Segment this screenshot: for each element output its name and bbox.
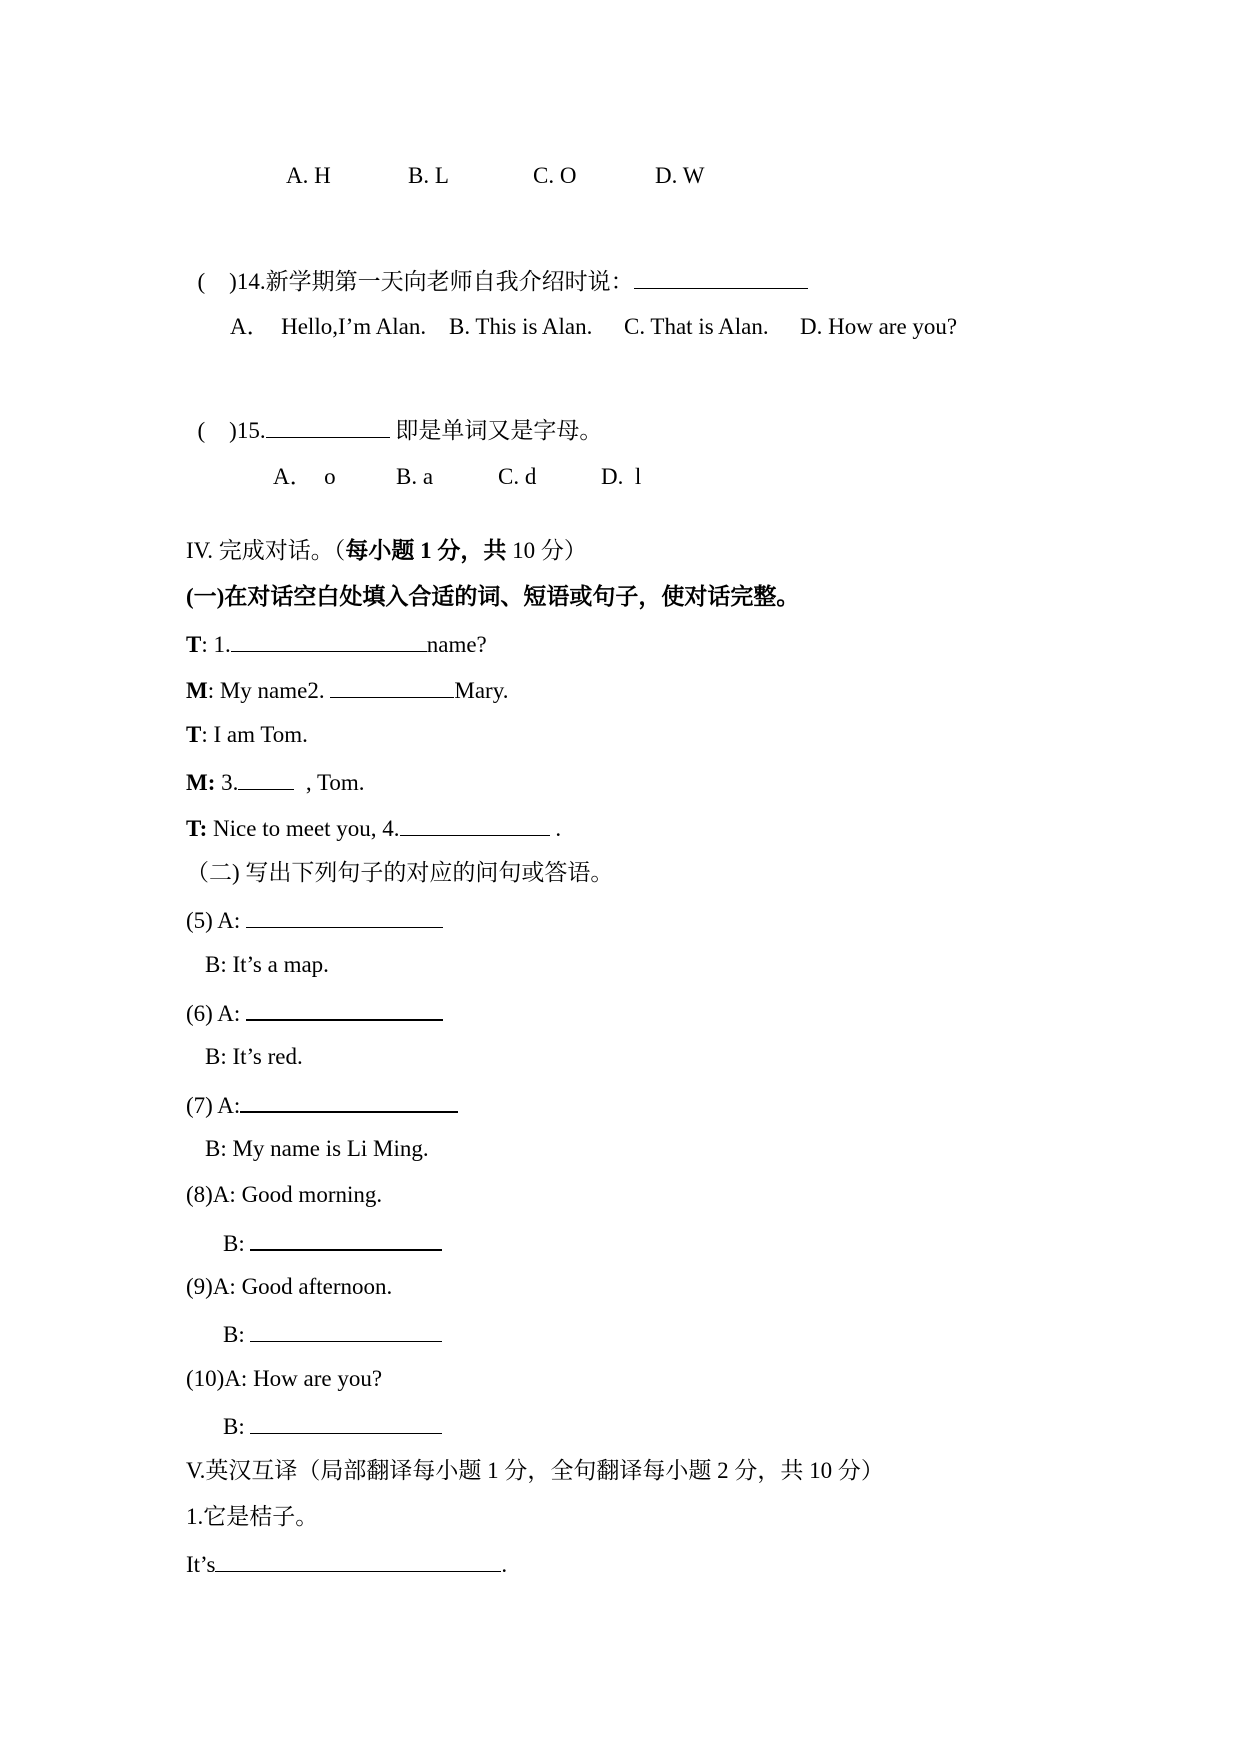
q15-option-c: C. d <box>498 464 537 489</box>
qa-8-answer: B: <box>223 1227 442 1258</box>
q14-option-d: D. How are you? <box>800 314 958 339</box>
question-stem: 新学期第一天向老师自我介绍时说： <box>265 269 634 294</box>
section-4-title: IV. 完成对话。（每小题 1 分，共 10 分） <box>186 538 587 563</box>
q14-option-c: C. That is Alan. <box>624 314 769 339</box>
answer-blank[interactable] <box>250 1411 442 1434</box>
section-4-part-1-instruction: (一)在对话空白处填入合适的词、短语或句子，使对话完整。 <box>186 584 800 609</box>
answer-blank[interactable] <box>231 629 427 652</box>
qa-10-answer: B: <box>223 1411 442 1441</box>
qa-7-answer: B: My name is Li Ming. <box>205 1136 429 1161</box>
dialog-line-3: T: I am Tom. <box>186 722 308 747</box>
dialog-line-1: T: 1. name? <box>186 629 487 659</box>
answer-blank[interactable] <box>634 266 808 289</box>
qa-10-question: (10)A: How are you? <box>186 1366 383 1391</box>
section-4-part-2-instruction: （二) 写出下列句子的对应的问句或答语。 <box>186 860 614 885</box>
q14-option-b: B. This is Alan. <box>449 314 593 339</box>
q15-option-d: D. l <box>601 464 642 489</box>
qa-6-question: (6) A: <box>186 997 443 1028</box>
q13-option-c: C. O <box>533 163 577 188</box>
answer-blank[interactable] <box>400 813 550 836</box>
question-number: )14. <box>229 269 266 294</box>
q13-option-b: B. L <box>408 163 449 188</box>
answer-blank[interactable] <box>266 415 390 438</box>
qa-7-question: (7) A: <box>186 1089 458 1120</box>
section-5-title: V.英汉互译（局部翻译每小题 1 分，全句翻译每小题 2 分，共 10 分） <box>186 1458 884 1483</box>
qa-9-answer: B: <box>223 1319 442 1349</box>
question-15 <box>186 387 602 445</box>
translation-answer-1: It’s . <box>186 1549 507 1579</box>
answer-blank[interactable] <box>215 1549 501 1572</box>
answer-paren: ( <box>197 418 206 443</box>
q15-option-b: B. a <box>396 464 434 489</box>
answer-paren: ( <box>197 269 206 294</box>
qa-8-question: (8)A: Good morning. <box>186 1182 383 1207</box>
question-number: )15. <box>229 418 266 443</box>
answer-blank[interactable] <box>246 905 443 928</box>
answer-blank[interactable] <box>250 1319 442 1342</box>
question-stem: 即是单词又是字母。 <box>389 418 603 443</box>
answer-blank[interactable] <box>238 767 294 790</box>
qa-6-answer: B: It’s red. <box>205 1044 303 1069</box>
answer-blank[interactable] <box>246 997 443 1021</box>
answer-blank[interactable] <box>240 1089 458 1113</box>
dialog-line-2: M: My name2. Mary. <box>186 675 508 705</box>
qa-5-question: (5) A: <box>186 905 443 935</box>
translation-question-1: 1.它是桔子。 <box>186 1504 319 1529</box>
answer-blank[interactable] <box>330 675 454 698</box>
answer-blank[interactable] <box>250 1227 442 1251</box>
qa-5-answer: B: It’s a map. <box>205 952 329 977</box>
q15-option-a: A． o <box>273 464 336 489</box>
question-14 <box>186 238 808 296</box>
dialog-line-4: M: 3. , Tom. <box>186 767 365 797</box>
q14-option-a: A． Hello,I’m Alan. <box>230 314 427 339</box>
qa-9-question: (9)A: Good afternoon. <box>186 1274 393 1299</box>
q13-option-a: A. H <box>286 163 331 188</box>
q13-option-d: D. W <box>655 163 705 188</box>
dialog-line-5: T: Nice to meet you, 4. . <box>186 813 561 843</box>
